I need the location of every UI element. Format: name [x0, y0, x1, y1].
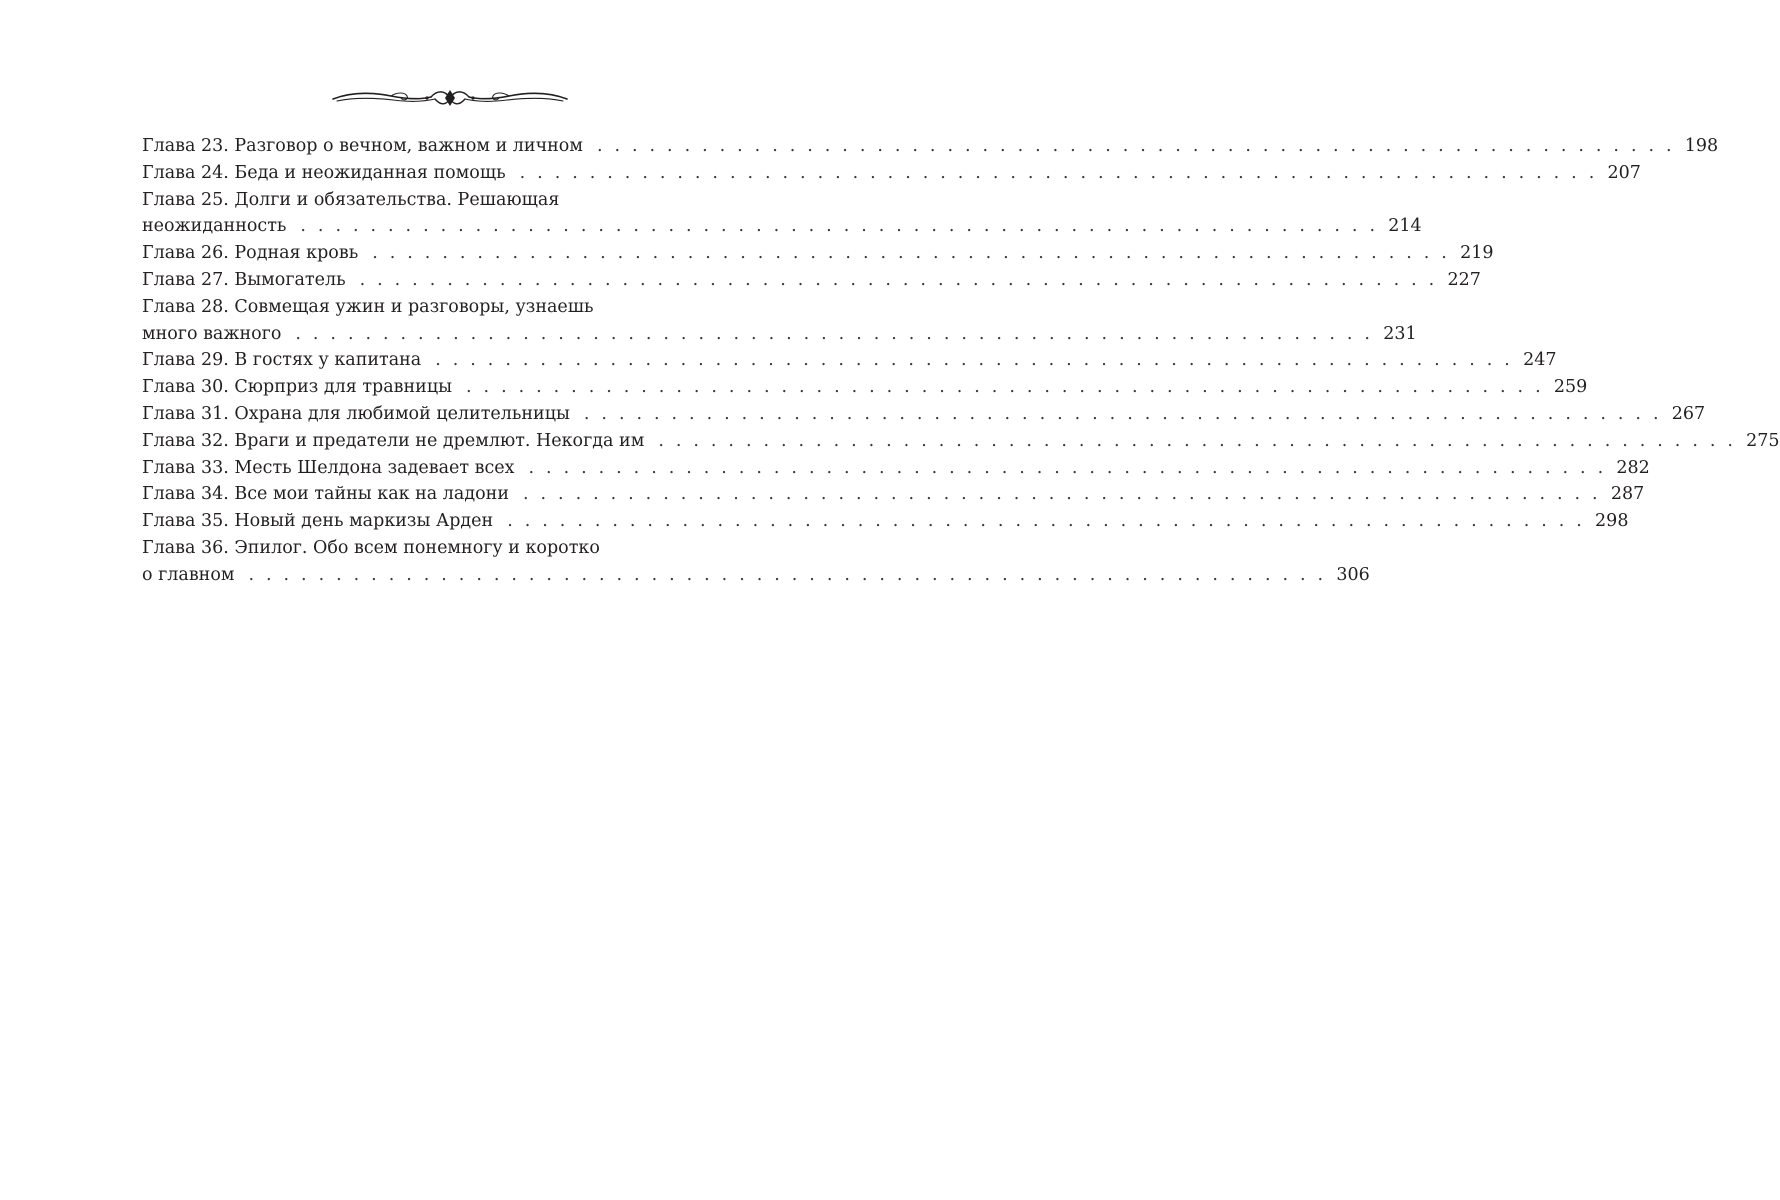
toc-page-number: 282	[1616, 457, 1650, 478]
toc-entry	[142, 187, 1422, 241]
toc-line	[142, 374, 1588, 401]
table-of-contents	[142, 133, 1780, 589]
toc-entry	[142, 535, 1370, 589]
toc-title: Глава 25. Долги и обязательства. Решающая	[142, 189, 560, 210]
toc-line	[142, 347, 1557, 374]
toc-entry	[142, 374, 1588, 401]
toc-page-number: 227	[1447, 269, 1481, 290]
toc-line	[142, 535, 758, 562]
toc-line	[142, 187, 758, 214]
toc-page-number: 231	[1383, 323, 1417, 344]
toc-title: Глава 32. Враги и предатели не дремлют. Некогда им	[142, 430, 645, 451]
dot-leader: . . . . . . . . . . . . . . . . . . . . . . . . . . . . . . . . . . . . . . . . . . . . . . . . . . . . . . . . . . . . . .	[519, 162, 1598, 183]
dot-leader: . . . . . . . . . . . . . . . . . . . . . . . . . . . . . . . . . . . . . . . . . . . . . . . . . . . . . . . . . . . . . .	[300, 216, 1379, 237]
toc-entry	[142, 160, 1641, 187]
toc-line	[142, 428, 1780, 455]
toc-title: Глава 31. Охрана для любимой целительницы	[142, 403, 570, 424]
dot-leader: . . . . . . . . . . . . . . . . . . . . . . . . . . . . . . . . . . . . . . . . . . . . . . . . . . . . . . . . . . . . . .	[295, 323, 1374, 344]
toc-title: Глава 35. Новый день маркизы Арден	[142, 511, 494, 532]
toc-line	[142, 267, 1481, 294]
toc-entry	[142, 401, 1706, 428]
toc-title: неожиданность	[142, 216, 287, 237]
toc-entry	[142, 347, 1557, 374]
toc-entry	[142, 294, 1417, 348]
dot-leader: . . . . . . . . . . . . . . . . . . . . . . . . . . . . . . . . . . . . . . . . . . . . . . . . . . . . . . . . . . . . . .	[523, 484, 1601, 505]
toc-title: Глава 34. Все мои тайны как на ладони	[142, 484, 509, 505]
dot-leader: . . . . . . . . . . . . . . . . . . . . . . . . . . . . . . . . . . . . . . . . . . . . . . . . . . . . . . . . . . . . . .	[359, 269, 1438, 290]
toc-page-number: 259	[1553, 377, 1588, 398]
toc-page-number: 298	[1595, 511, 1629, 532]
toc-line	[142, 401, 1706, 428]
toc-line	[142, 213, 1422, 240]
toc-page-number: 207	[1607, 162, 1641, 183]
dot-leader: . . . . . . . . . . . . . . . . . . . . . . . . . . . . . . . . . . . . . . . . . . . . . . . . . . . . . . . . . . . . . .	[248, 564, 1327, 585]
toc-page-number: 219	[1460, 243, 1494, 264]
toc-entry	[142, 428, 1780, 455]
toc-page-number: 287	[1610, 484, 1645, 505]
dot-leader: . . . . . . . . . . . . . . . . . . . . . . . . . . . . . . . . . . . . . . . . . . . . . . . . . . . . . . . . . . . . . .	[466, 377, 1544, 398]
toc-title: много важного	[142, 323, 282, 344]
toc-entry	[142, 240, 1494, 267]
toc-title: Глава 28. Совмещая ужин и разговоры, узнаешь	[142, 296, 594, 317]
toc-title: Глава 26. Родная кровь	[142, 243, 359, 264]
toc-line	[142, 481, 1645, 508]
dot-leader: . . . . . . . . . . . . . . . . . . . . . . . . . . . . . . . . . . . . . . . . . . . . . . . . . . . . . . . . . . . . . .	[596, 136, 1675, 156]
toc-line	[142, 455, 1650, 482]
toc-page-number: 275	[1746, 430, 1780, 451]
dot-leader: . . . . . . . . . . . . . . . . . . . . . . . . . . . . . . . . . . . . . . . . . . . . . . . . . . . . . . . . . . . . . .	[435, 350, 1514, 371]
toc-title: Глава 33. Месть Шелдона задевает всех	[142, 457, 515, 478]
toc-line	[142, 562, 1370, 589]
toc-page-number: 267	[1671, 403, 1706, 424]
toc-title: Глава 24. Беда и неожиданная помощь	[142, 162, 506, 183]
toc-line	[142, 133, 1719, 160]
toc-entry	[142, 481, 1645, 508]
toc-line	[142, 508, 1629, 535]
flourish-divider-icon	[331, 86, 569, 110]
toc-line	[142, 294, 758, 321]
toc-title: Глава 29. В гостях у капитана	[142, 350, 422, 371]
toc-line	[142, 160, 1641, 187]
toc-page-number: 306	[1336, 564, 1370, 585]
toc-line	[142, 240, 1494, 267]
toc-title: Глава 36. Эпилог. Обо всем понемногу и коротко	[142, 537, 600, 558]
toc-entry	[142, 133, 1719, 160]
toc-line	[142, 321, 1417, 348]
toc-entry	[142, 508, 1629, 535]
dot-leader: . . . . . . . . . . . . . . . . . . . . . . . . . . . . . . . . . . . . . . . . . . . . . . . . . . . . . . . . . . . . . .	[507, 511, 1586, 532]
toc-page-number: 198	[1684, 136, 1719, 156]
toc-title: Глава 30. Сюрприз для травницы	[142, 377, 453, 398]
dot-leader: . . . . . . . . . . . . . . . . . . . . . . . . . . . . . . . . . . . . . . . . . . . . . . . . . . . . . . . . . . . . . .	[528, 457, 1607, 478]
toc-title: о главном	[142, 564, 235, 585]
toc-title: Глава 23. Разговор о вечном, важном и личном	[142, 136, 583, 156]
toc-entry	[142, 267, 1481, 294]
toc-page-number: 214	[1388, 216, 1422, 237]
dot-leader: . . . . . . . . . . . . . . . . . . . . . . . . . . . . . . . . . . . . . . . . . . . . . . . . . . . . . . . . . . . . . .	[583, 403, 1662, 424]
toc-title: Глава 27. Вымогатель	[142, 269, 346, 290]
toc-entry	[142, 455, 1650, 482]
toc-page-number: 247	[1523, 350, 1557, 371]
dot-leader: . . . . . . . . . . . . . . . . . . . . . . . . . . . . . . . . . . . . . . . . . . . . . . . . . . . . . . . . . . . . . .	[658, 430, 1737, 451]
dot-leader: . . . . . . . . . . . . . . . . . . . . . . . . . . . . . . . . . . . . . . . . . . . . . . . . . . . . . . . . . . . . . .	[372, 243, 1451, 264]
